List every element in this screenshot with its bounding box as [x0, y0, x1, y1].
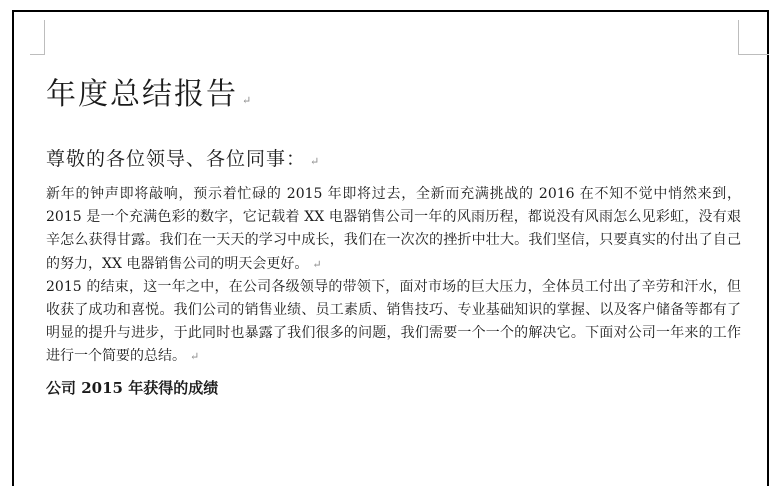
paragraph-mark-icon: ↵ — [242, 94, 254, 107]
crop-mark-top-right — [738, 20, 769, 55]
paragraph-mark-icon: ↵ — [190, 350, 200, 364]
document-body[interactable] — [46, 74, 741, 400]
greeting-line: 尊敬的各位领导、各位同事： ↵ — [46, 148, 321, 170]
section-heading: 公司 2015 年获得的成绩 — [46, 378, 219, 397]
paragraph-mark-icon: ↵ — [312, 257, 322, 271]
document-title: 年度总结报告 ↵ — [46, 77, 254, 112]
crop-mark-top-left — [30, 20, 45, 55]
paragraph-mark-icon: ↵ — [310, 155, 321, 168]
body-paragraph-1: 新年的钟声即将敲响，预示着忙碌的 2015 年即将过去，全新而充满挑战的 2016 在不知不觉中悄然来到，2015 是一个充满色彩的数字，它记载着 XX 电器销售公司一年的风雨历程，都说没有风雨怎么见彩虹，没有艰辛怎么获得甘露。我们在一天天的学习中成长，我们在一次次的挫折中壮大。我们坚信，只要真实的付出了自己的努力，XX 电器销售公司的明天会更好。 ↵ — [46, 186, 741, 272]
body-paragraph-2: 2015 的结束，这一年之中，在公司各级领导的带领下，面对市场的巨大压力，全体员工付出了辛劳和汗水，但收获了成功和喜悦。我们公司的销售业绩、员工素质、销售技巧、专业基础知识的掌握、以及客户储备等都有了明显的提升与进步，于此同时也暴露了我们很多的问题，我们需要一个一个的解决它。下面对公司一年来的工作进行一个简要的总结。 ↵ — [46, 278, 741, 365]
